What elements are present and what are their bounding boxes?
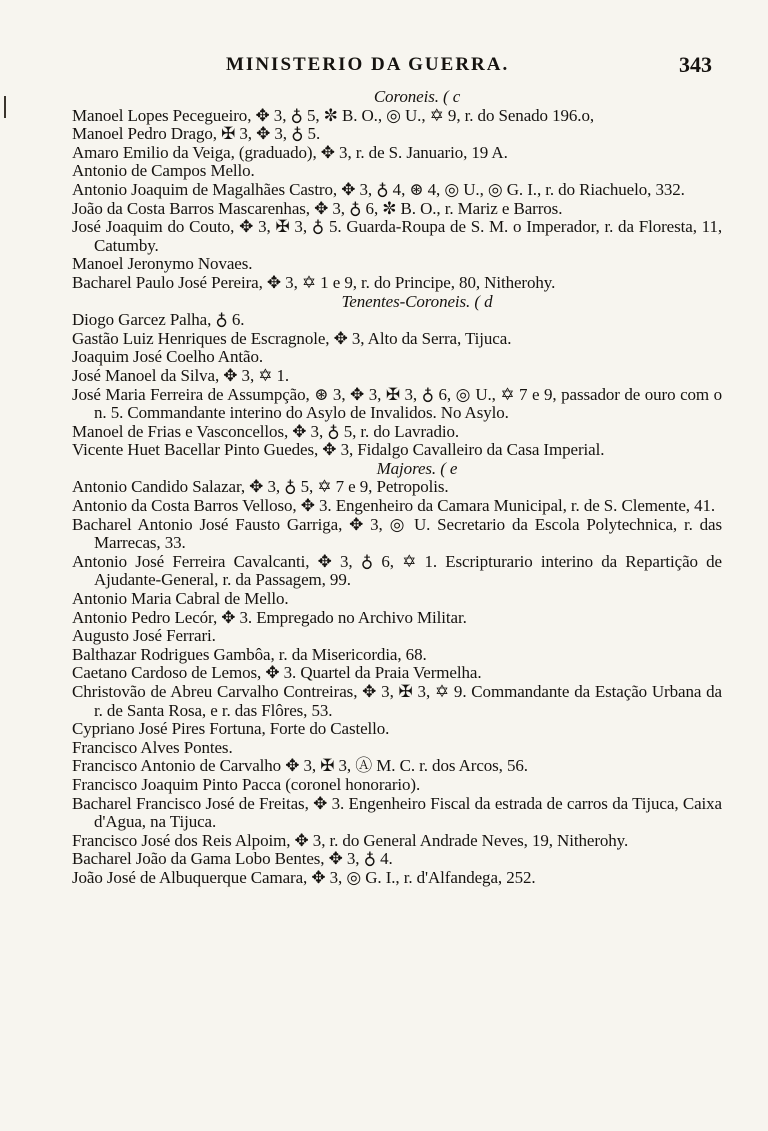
list-item: Francisco Antonio de Carvalho ✥ 3, ✠ 3, Ⓐ M. C. r. dos Arcos, 56.: [72, 756, 528, 776]
list-item: Manoel Pedro Drago, ✠ 3, ✥ 3, ♁ 5.: [72, 124, 321, 144]
running-title: MINISTERIO DA GUERRA.: [226, 54, 510, 75]
list-item: Bacharel Francisco José de Freitas, ✥ 3. Engenheiro Fiscal da estrada de carros da Tijuca, Caixa d'Agua, na Tijuca.: [72, 793, 722, 832]
list-item: Antonio Candido Salazar, ✥ 3, ♁ 5, ✡ 7 e 9, Petropolis.: [72, 477, 449, 497]
list-item: José Joaquim do Couto, ✥ 3, ✠ 3, ♁ 5. Guarda-Roupa de S. M. o Imperador, r. da Floresta, 11, Catumby.: [72, 217, 722, 255]
list-item: Augusto José Ferrari.: [72, 626, 216, 646]
list-item: Vicente Huet Bacellar Pinto Guedes, ✥ 3, Fidalgo Cavalleiro da Casa Imperial.: [72, 440, 605, 460]
list-item: Diogo Garcez Palha, ♁ 6.: [72, 310, 245, 330]
section-title-tenentes-coroneis: Tenentes-Coroneis. ( d: [341, 291, 493, 311]
list-item: Antonio da Costa Barros Velloso, ✥ 3. Engenheiro da Camara Municipal, r. de S. Clemente, 41.: [72, 496, 716, 516]
list-item: Bacharel João da Gama Lobo Bentes, ✥ 3, ♁ 4.: [72, 849, 393, 869]
margin-mark: [4, 96, 6, 118]
list-item: Joaquim José Coelho Antão.: [72, 347, 263, 367]
list-item: Manoel de Frias e Vasconcellos, ✥ 3, ♁ 5, r. do Lavradio.: [72, 421, 460, 441]
list-item: Amaro Emilio da Veiga, (graduado), ✥ 3, r. de S. Januario, 19 A.: [72, 142, 508, 162]
list-item: Bacharel Antonio José Fausto Garriga, ✥ 3, ◎ U. Secretario da Escola Polytechnica, r. das Marrecas, 33.: [72, 514, 722, 553]
list-item: Antonio de Campos Mello.: [72, 161, 255, 181]
list-item: Francisco Alves Pontes.: [72, 737, 233, 757]
list-item: Manoel Lopes Pecegueiro, ✥ 3, ♁ 5, ✼ B. O., ◎ U., ✡ 9, r. do Senado 196.o,: [72, 105, 594, 125]
page-header: [0, 54, 768, 84]
list-item: Francisco José dos Reis Alpoim, ✥ 3, r. do General Andrade Neves, 19, Nitherohy.: [72, 830, 629, 850]
page-number: 343: [679, 52, 712, 77]
list-item: Antonio Pedro Lecór, ✥ 3. Empregado no Archivo Militar.: [72, 607, 467, 627]
list-item: Antonio Joaquim de Magalhães Castro, ✥ 3, ♁ 4, ⊛ 4, ◎ U., ◎ G. I., r. do Riachuelo, 332.: [72, 179, 685, 199]
list-item: Balthazar Rodrigues Gambôa, r. da Misericordia, 68.: [72, 644, 427, 664]
section-title-coroneis: Coroneis. ( c: [373, 87, 461, 106]
list-item: Antonio José Ferreira Cavalcanti, ✥ 3, ♁ 6, ✡ 1. Escripturario interino da Repartição de Ajudante-General, r. da Passagem, 99.: [72, 551, 722, 590]
list-item: Christovão de Abreu Carvalho Contreiras, ✥ 3, ✠ 3, ✡ 9. Commandante da Estação Urbana da r. de Santa Rosa, e r. das Flôres, 53.: [72, 682, 722, 720]
list-item: Antonio Maria Cabral de Mello.: [72, 589, 289, 609]
list-item: João José de Albuquerque Camara, ✥ 3, ◎ G. I., r. d'Alfandega, 252.: [72, 867, 536, 887]
list-item: Cypriano José Pires Fortuna, Forte do Castello.: [72, 719, 390, 739]
section-title-majores: Majores. ( e: [376, 458, 458, 478]
list-item: Caetano Cardoso de Lemos, ✥ 3. Quartel da Praia Vermelha.: [72, 663, 482, 683]
list-item: Francisco Joaquim Pinto Pacca (coronel honorario).: [72, 774, 421, 794]
list-item: José Maria Ferreira de Assumpção, ⊛ 3, ✥ 3, ✠ 3, ♁ 6, ◎ U., ✡ 7 e 9, passador de ouro com o n. 5. Commandante interino do Asylo de Invalidos. No Asylo.: [72, 384, 722, 423]
list-item: Bacharel Paulo José Pereira, ✥ 3, ✡ 1 e 9, r. do Principe, 80, Nitherohy.: [72, 272, 556, 292]
directory-listing: [72, 88, 722, 888]
list-item: José Manoel da Silva, ✥ 3, ✡ 1.: [72, 365, 290, 385]
list-item: Manoel Jeronymo Novaes.: [72, 254, 253, 274]
list-item: Gastão Luiz Henriques de Escragnole, ✥ 3, Alto da Serra, Tijuca.: [72, 328, 512, 348]
list-item: João da Costa Barros Mascarenhas, ✥ 3, ♁ 6, ✼ B. O., r. Mariz e Barros.: [72, 198, 563, 218]
